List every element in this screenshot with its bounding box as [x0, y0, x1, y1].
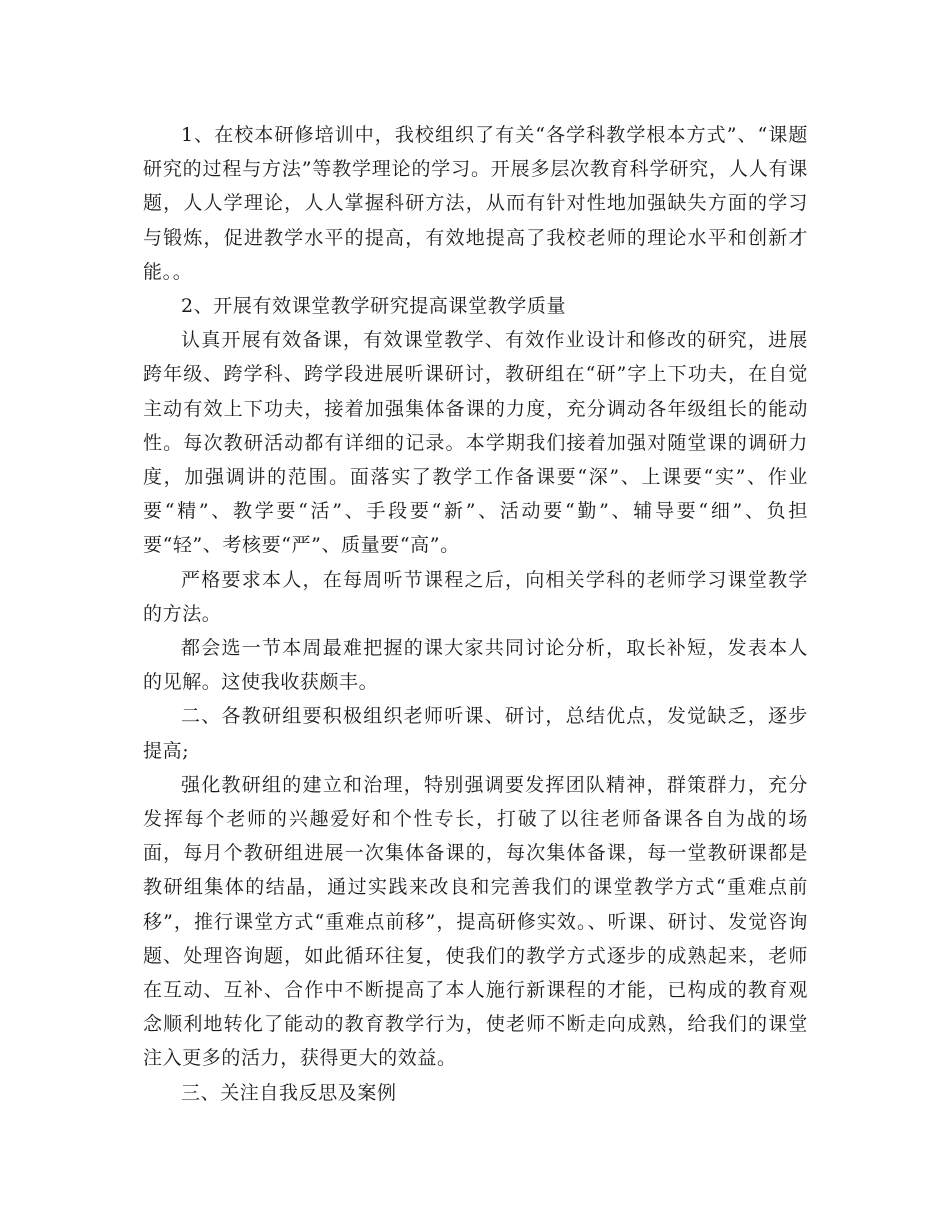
paragraph-school-training: 1、在校本研修培训中，我校组织了有关“各学科教学根本方式”、“课题研究的过程与方法”等教学理论的学习。开展多层次教育科学研究，人人有课题，人人学理论，人人掌握科研方法，从而有针对性地加强缺失方面的学习与锻炼，促进教学水平的提高，有效地提高了我校老师的理论水平和创新才能。。 [143, 124, 808, 283]
paragraph-strict-requirements: 严格要求本人，在每周听节课程之后，向相关学科的老师学习课堂教学的方法。 [143, 568, 808, 625]
paragraph-effective-lesson-prep: 认真开展有效备课，有效课堂教学、有效作业设计和修改的研究，进展跨年级、跨学科、跨学段进展听课研讨，教研组在“研”字上下功夫，在自觉主动有效上下功夫，接着加强集体备课的力度，充分调动各年级组长的能动性。每次教研活动都有详细的记录。本学期我们接着加强对随堂课的调研力度，加强调讲的范围。面落实了教学工作备课要“深”、上课要“实”、作业要“精”、教学要“活”、手段要“新”、活动要“勤”、辅导要“细”、负担要“轻”、考核要“严”、质量要“高”。 [143, 329, 808, 557]
document-page [143, 118, 808, 1110]
paragraph-weekly-discussion: 都会选一节本周最难把握的课大家共同讨论分析，取长补短，发表本人的见解。这使我收获颇丰。 [143, 637, 808, 694]
heading-self-reflection: 三、关注自我反思及案例 [181, 1081, 397, 1104]
paragraph-group-management: 强化教研组的建立和治理，特别强调要发挥团队精神，群策群力，充分发挥每个老师的兴趣爱好和个性专长，打破了以往老师备课各自为战的场面，每月个教研组进展一次集体备课的，每次集体备课，每一堂教研课都是教研组集体的结晶，通过实践来改良和完善我们的课堂教学方式“重难点前移”，推行课堂方式“重难点前移”，提高研修实效。、听课、研讨、发觉咨询题、处理咨询题，如此循环往复，使我们的教学方式逐步的成熟起来，老师在互动、互补、合作中不断提高了本人施行新课程的才能，已构成的教育观念顺利地转化了能动的教育教学行为，使老师不断走向成熟，给我们的课堂注入更多的活力，获得更大的效益。 [143, 773, 808, 1070]
heading-effective-teaching: 2、开展有效课堂教学研究提高课堂教学质量 [181, 295, 567, 318]
heading-teaching-groups: 二、各教研组要积极组织老师听课、研讨，总结优点，发觉缺乏，逐步提高; [143, 705, 808, 762]
